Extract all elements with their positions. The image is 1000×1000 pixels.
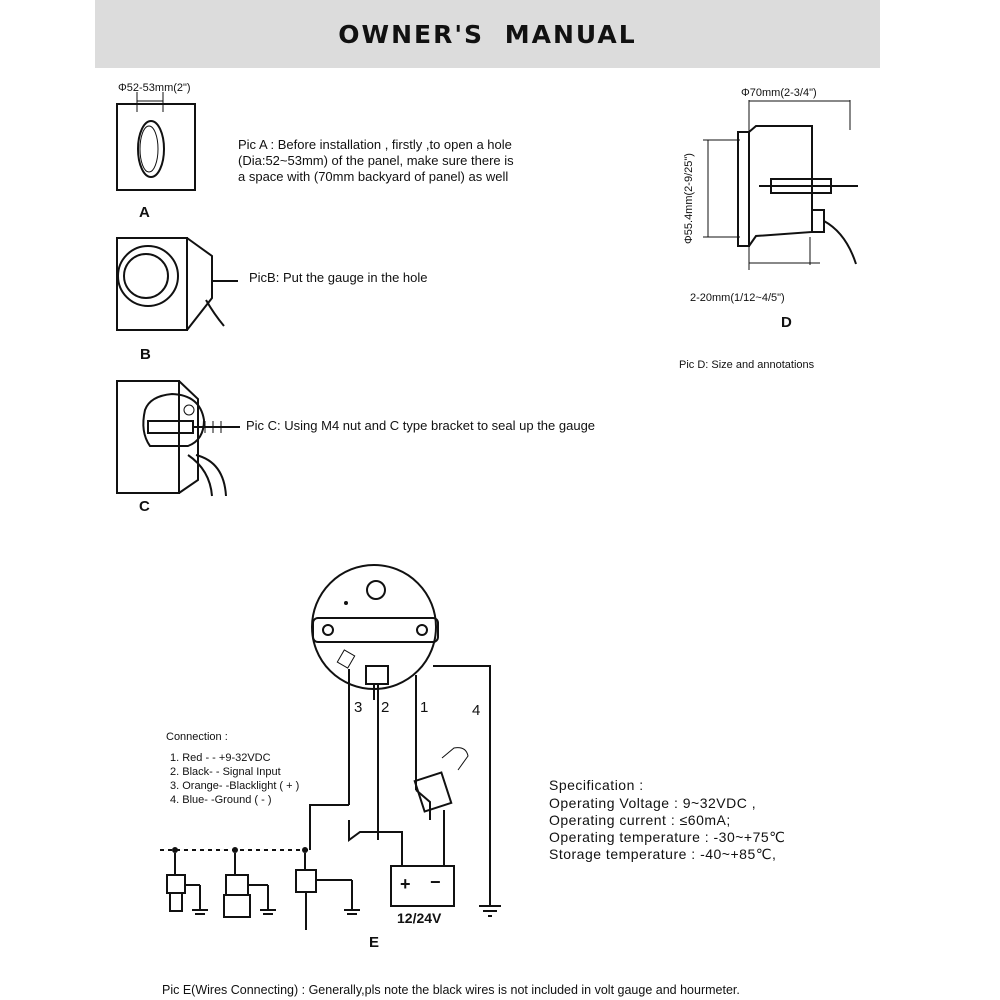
footer-note: Pic E(Wires Connecting) : Generally,pls note the black wires is not included in volt gauge and hourmeter. <box>162 983 740 997</box>
connection-item-3: 3. Orange- -Blacklight ( + ) <box>170 780 300 792</box>
pic-d-body-diameter: Φ55.4mm(2-9/25") <box>683 153 695 244</box>
pic-a-caption-line-2: (Dia:52~53mm) of the panel, make sure there is <box>238 153 514 168</box>
wire-number-3: 3 <box>354 699 363 716</box>
spec-storage-temperature: Storage temperature : -40~+85℃, <box>549 846 777 862</box>
pic-a-caption-line-3: a space with (70mm backyard of panel) as well <box>238 169 509 184</box>
pic-c-label: C <box>139 498 150 515</box>
pic-d-side-view-drawing <box>703 100 858 270</box>
pic-e-label: E <box>369 934 380 951</box>
page-title: OWNER'S MANUAL <box>338 19 637 49</box>
pic-c-caption: Pic C: Using M4 nut and C type bracket to seal up the gauge <box>246 418 596 433</box>
battery-plus-sign: + <box>400 874 411 894</box>
pic-d-caption: Pic D: Size and annotations <box>679 359 815 371</box>
connection-item-4: 4. Blue- -Ground ( - ) <box>170 794 272 806</box>
pic-b-caption: PicB: Put the gauge in the hole <box>249 270 428 285</box>
pic-c-bracket-drawing <box>117 381 240 496</box>
battery-minus-sign: − <box>430 872 441 892</box>
pic-a-caption-line-1: Pic A : Before installation , firstly ,to open a hole <box>238 137 512 152</box>
spec-operating-temperature: Operating temperature : -30~+75℃ <box>549 829 786 845</box>
pic-d-panel-thickness: 2-20mm(1/12~4/5") <box>690 292 785 304</box>
pic-a-hole-diameter: Φ52-53mm(2") <box>118 82 191 94</box>
pic-b-gauge-drawing <box>117 238 238 330</box>
battery-voltage-label: 12/24V <box>397 910 442 926</box>
pic-d-outer-diameter: Φ70mm(2-3/4") <box>741 87 817 99</box>
connection-item-1: 1. Red - - +9-32VDC <box>170 752 271 764</box>
connection-title: Connection : <box>166 731 228 743</box>
spec-operating-current: Operating current : ≤60mA; <box>549 812 731 828</box>
spec-operating-voltage: Operating Voltage : 9~32VDC , <box>549 795 757 811</box>
wire-number-1: 1 <box>420 699 429 716</box>
pic-d-label: D <box>781 314 792 331</box>
pic-e-wiring-drawing <box>160 565 501 930</box>
wire-number-2: 2 <box>381 699 390 716</box>
specification-title: Specification : <box>549 777 644 793</box>
pic-a-label: A <box>139 204 150 221</box>
wire-number-4: 4 <box>472 702 481 719</box>
connection-item-2: 2. Black- - Signal Input <box>170 766 281 778</box>
pic-a-panel-drawing <box>117 92 195 190</box>
pic-b-label: B <box>140 346 151 363</box>
